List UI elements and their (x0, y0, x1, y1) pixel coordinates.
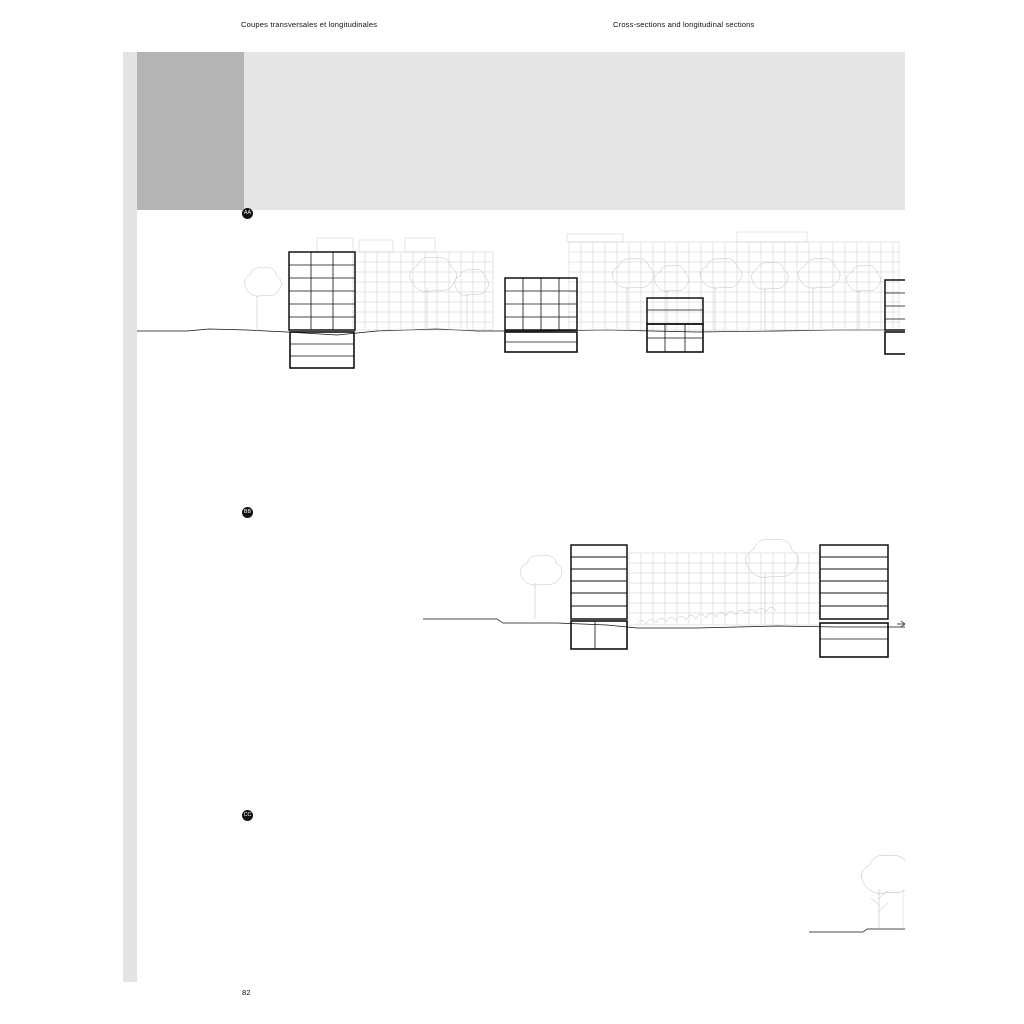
photograph-inset-block (137, 52, 244, 210)
section-drawing-aa (137, 228, 905, 378)
section-drawing-bb (137, 525, 905, 670)
left-margin-bar (123, 52, 137, 982)
section-marker-bb: BB (242, 507, 253, 518)
photograph-placeholder (137, 52, 905, 210)
section-drawing-cc (137, 845, 905, 945)
page-number: 82 (242, 988, 251, 997)
section-marker-cc: CC (242, 810, 253, 821)
section-marker-aa: AA (242, 208, 253, 219)
caption-english: Cross-sections and longitudinal sections (613, 20, 755, 29)
caption-french: Coupes transversales et longitudinales (241, 20, 378, 29)
